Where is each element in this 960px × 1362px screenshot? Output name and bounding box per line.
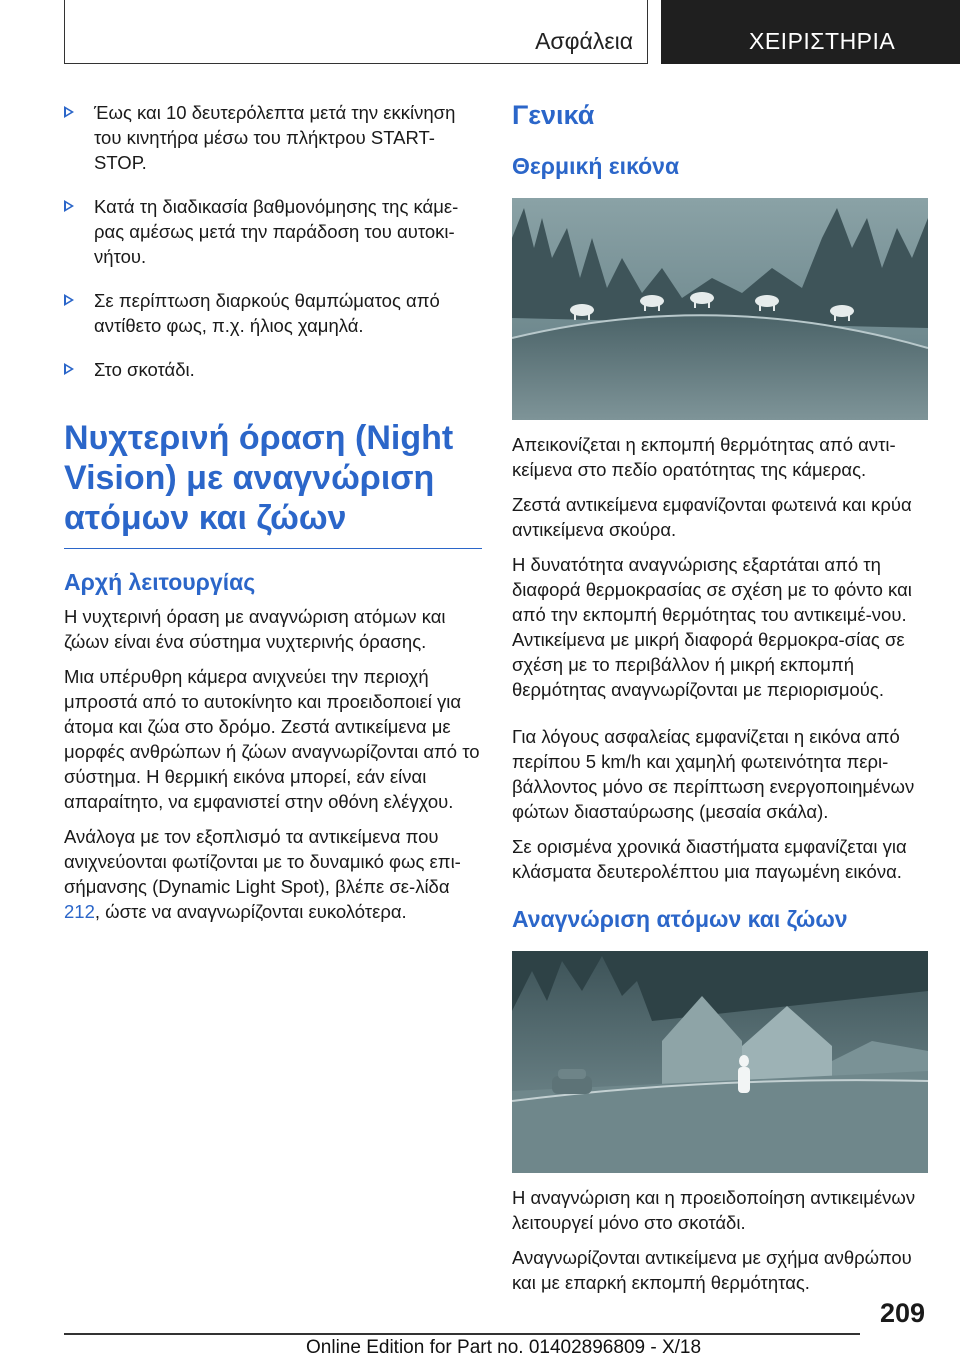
paragraph-text: , ώστε να αναγνωρίζονται ευκολότερα.	[94, 901, 407, 922]
paragraph: Απεικονίζεται η εκπομπή θερμότητας από αντι-κείμενα στο πεδίο ορατότητας της κάμερας.	[512, 434, 896, 480]
thermal-image-title: Θερμική εικόνα	[512, 153, 680, 179]
page-link[interactable]: 212	[64, 901, 95, 922]
paragraph: Μια υπέρυθρη κάμερα ανιχνεύει την περιοχή μπροστά από το αυτοκίνητο και προειδοποιεί για άτομα και ζώα στο δρόμο. Ζεστά αντικείμενα με μορφές ανθρώπων ή ζώων αναγνωρίζονται από το σύστημα. Η θερμική εικόνα μπορεί, εάν είναι απαραίτητο, να εμφανιστεί στην οθόνη ελέγχου.	[64, 666, 480, 812]
header-chapter-box	[661, 0, 960, 64]
paragraph: Η δυνατότητα αναγνώρισης εξαρτάται από τη διαφορά θερμοκρασίας σε σχέση με το φόντο και από την εκπομπή θερμότητας του αντικειμέ-νου. Αντικείμενα με μικρή διαφορά θερμοκρα-σίας σε σχέση με το περιβάλλον ή μικρή εκπομπή θερμότητας αναγνωρίζονται με περιορισμούς.	[512, 554, 912, 700]
paragraph: Σε ορισμένα χρονικά διαστήματα εμφανίζεται για κλάσματα δευτερολέπτου μια παγωμένη εικόνα.	[512, 836, 907, 882]
section-title: Νυχτερινή όραση (Night Vision) με αναγνώριση ατόμων και ζώων	[64, 418, 482, 549]
paragraph-text: Ανάλογα με τον εξοπλισμό τα αντικείμενα που ανιχνεύονται φωτίζονται με το δυναμικό φως επι-σήμανσης (Dynamic Light Spot), βλέπε σε-λίδα	[64, 826, 461, 897]
header-chapter-title: ΧΕΙΡΙΣΤΗΡΙΑ	[749, 28, 896, 54]
left-column	[64, 100, 482, 934]
person-detection-illustration	[512, 951, 928, 1173]
triangle-bullet-icon	[64, 200, 74, 212]
right-column	[512, 100, 932, 1305]
footer-edition: Online Edition for Part no. 01402896809 - X/18	[306, 1337, 702, 1358]
thermal-image-animals-illustration	[512, 198, 928, 420]
bullet-item	[64, 194, 482, 269]
bullet-text: Έως και 10 δευτερόλεπτα μετά την εκκίνηση του κινητήρα μέσω του πλήκτρου START-STOP.	[94, 102, 456, 173]
triangle-bullet-icon	[64, 294, 74, 306]
paragraph: Ζεστά αντικείμενα εμφανίζονται φωτεινά και κρύα αντικείμενα σκούρα.	[512, 494, 912, 540]
paragraph	[64, 824, 482, 924]
subsection-title: Αρχή λειτουργίας	[64, 569, 256, 595]
triangle-bullet-icon	[64, 363, 74, 375]
paragraph: Για λόγους ασφαλείας εμφανίζεται η εικόνα από περίπου 5 km/h και χαμηλή φωτεινότητα περι-βάλλοντος μόνο σε περίπτωση ενεργοποιημένων φώτων διασταύρωσης (μεσαία σκάλα).	[512, 726, 915, 822]
bullet-item	[64, 100, 482, 175]
header-section-box	[64, 0, 648, 64]
page-number: 209	[880, 1298, 926, 1328]
general-title: Γενικά	[512, 100, 595, 130]
paragraph: Η αναγνώριση και η προειδοποίηση αντικειμένων λειτουργεί μόνο στο σκοτάδι.	[512, 1187, 916, 1233]
paragraph: Η νυχτερινή όραση με αναγνώριση ατόμων και ζώων είναι ένα σύστημα νυχτερινής όρασης.	[64, 606, 446, 652]
bullet-text: Στο σκοτάδι.	[94, 359, 195, 380]
bullet-text: Σε περίπτωση διαρκούς θαμπώματος από αντίθετο φως, π.χ. ήλιος χαμηλά.	[94, 290, 440, 336]
paragraph: Αναγνωρίζονται αντικείμενα με σχήμα ανθρώπου και με επαρκή εκπομπή θερμότητας.	[512, 1247, 912, 1293]
detection-title: Αναγνώριση ατόμων και ζώων	[512, 906, 848, 932]
bullet-item	[64, 288, 482, 338]
triangle-bullet-icon	[64, 106, 74, 118]
bullet-item	[64, 357, 482, 382]
bullet-text: Κατά τη διαδικασία βαθμονόμησης της κάμε-ρας αμέσως μετά την παράδοση του αυτοκι-νήτου.	[94, 196, 459, 267]
footer-divider	[64, 1333, 860, 1335]
header-section-title: Ασφάλεια	[535, 28, 633, 54]
